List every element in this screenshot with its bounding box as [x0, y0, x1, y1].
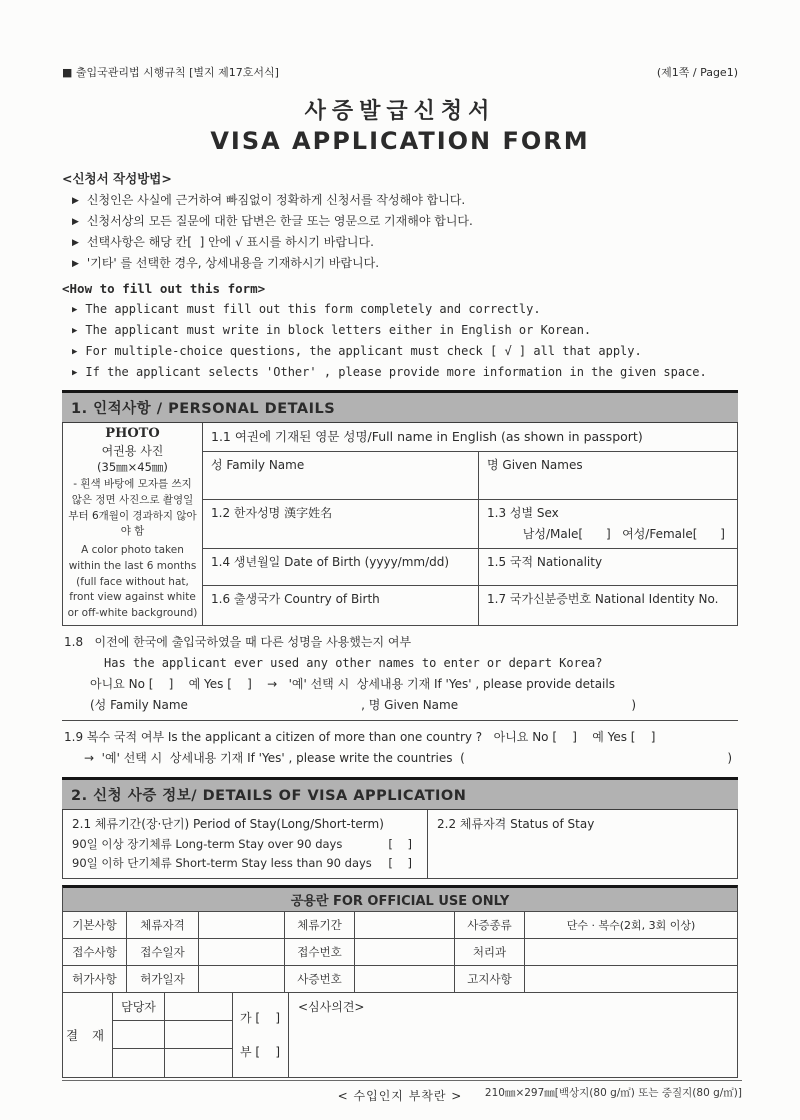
period-of-stay-label: 2.1 체류기간(장·단기) Period of Stay(Long/Short-term) — [72, 816, 384, 831]
field-value[interactable] — [199, 966, 285, 992]
row-label: 기본사항 — [63, 912, 127, 938]
field-label: 접수번호 — [285, 939, 355, 965]
instruction-text: The applicant must fill out this form completely and correctly. — [85, 302, 541, 316]
approver-cell[interactable] — [113, 1049, 165, 1077]
sex-field — [478, 499, 737, 548]
field-label: 체류자격 — [127, 912, 199, 938]
long-term-option — [72, 835, 418, 854]
signature-cell[interactable] — [165, 993, 233, 1021]
instruction-text: The applicant must write in block letters either in English or Korean. — [85, 323, 592, 337]
bullet-icon: ▶ — [72, 305, 78, 315]
photo-label: PHOTO — [105, 426, 160, 441]
short-term-checkbox[interactable]: [ ] — [388, 855, 412, 870]
status-of-stay-field[interactable] — [428, 810, 737, 878]
other-given-name-blank[interactable] — [458, 695, 631, 716]
instruction-item — [62, 341, 738, 362]
reject-checkbox[interactable]: 부 [ ] — [240, 1044, 281, 1059]
short-term-label: 90일 이하 단기체류 Short-term Stay less than 90 days — [72, 855, 372, 870]
review-opinion-label: <심사의견> — [298, 999, 365, 1014]
field-label: 고지사항 — [455, 966, 525, 992]
form-title-english: VISA APPLICATION FORM — [210, 127, 590, 155]
other-family-name-blank[interactable] — [188, 695, 361, 716]
period-of-stay-field — [63, 810, 428, 878]
instruction-item — [62, 320, 738, 341]
instruction-text: 신청인은 사실에 근거하여 빠짐없이 정확하게 신청서를 작성해야 합니다. — [86, 193, 466, 207]
field-value[interactable] — [199, 939, 285, 965]
instruction-text: If the applicant selects 'Other' , please provide more information in the given space. — [85, 365, 707, 379]
given-names-label: 명 Given Names — [487, 457, 583, 472]
photo-label-korean: 여권용 사진 — [101, 444, 164, 458]
approve-checkbox[interactable]: 가 [ ] — [240, 1011, 281, 1026]
approval-block — [63, 993, 737, 1077]
field-value[interactable] — [525, 966, 737, 992]
field-label: 사증번호 — [285, 966, 355, 992]
instruction-item — [62, 211, 738, 232]
official-row-receipt — [63, 939, 737, 966]
field-value[interactable] — [525, 939, 737, 965]
country-of-birth-label: 1.6 출생국가 Country of Birth — [211, 592, 380, 607]
official-use-table — [62, 885, 738, 1078]
other-given-name-label: , 명 Given Name — [361, 697, 459, 712]
family-name-label: 성 Family Name — [211, 457, 305, 472]
sex-options[interactable]: 남성/Male[ ] 여성/Female[ ] — [522, 527, 725, 542]
bullet-icon: ▶ — [72, 259, 79, 269]
instruction-text: '기타' 를 선택한 경우, 상세내용을 기재하시기 바랍니다. — [86, 256, 380, 270]
bullet-icon: ▶ — [72, 368, 78, 378]
photo-note-english: A color photo taken within the last 6 months (full face without hat, front view against white or off-white background) — [67, 544, 198, 619]
family-name-field[interactable] — [203, 452, 478, 500]
instruction-item — [62, 362, 738, 383]
paper-spec-footnote: 210㎜×297㎜[백상지(80 g/㎡) 또는 중질지(80 g/㎡)] — [62, 1080, 742, 1100]
official-row-basic — [63, 912, 737, 939]
instructions-heading-korean: <신청서 작성방법> — [62, 171, 172, 186]
field-value[interactable] — [199, 912, 285, 938]
approval-label: 결 재 — [63, 993, 113, 1077]
field-label: 체류기간 — [285, 912, 355, 938]
instructions-heading-english: <How to fill out this form> — [62, 281, 266, 296]
section-2-header: 2. 신청 사증 정보/ DETAILS OF VISA APPLICATION — [62, 777, 738, 810]
full-name-field-label: 1.1 여권에 기재된 영문 성명/Full name in English (as shown in passport) — [203, 423, 737, 452]
multiple-nationality-question — [62, 721, 738, 777]
status-of-stay-label: 2.2 체류자격 Status of Stay — [437, 816, 595, 831]
official-use-header: 공용란 FOR OFFICIAL USE ONLY — [63, 888, 737, 912]
other-names-input-row[interactable] — [64, 695, 736, 716]
other-names-question — [62, 626, 738, 721]
field-label: 처리과 — [455, 939, 525, 965]
field-value[interactable] — [355, 939, 455, 965]
signature-cell[interactable] — [165, 1049, 233, 1077]
row-label: 접수사항 — [63, 939, 127, 965]
date-of-birth-field[interactable] — [203, 548, 478, 586]
closing-paren: ) — [631, 697, 636, 712]
countries-blank[interactable] — [465, 748, 728, 770]
approve-reject-column — [233, 993, 289, 1077]
national-identity-field[interactable] — [478, 585, 737, 625]
nationality-field[interactable] — [478, 548, 737, 586]
sex-label: 1.3 성별 Sex — [487, 506, 559, 521]
page-indicator: (제1쪽 / Page1) — [656, 66, 738, 79]
photo-box — [63, 423, 203, 625]
approver-cell[interactable] — [113, 1021, 165, 1049]
multiple-nationality-detail-row[interactable] — [64, 748, 736, 770]
hanja-name-field[interactable] — [203, 499, 478, 548]
official-row-permit — [63, 966, 737, 993]
bullet-icon: ▶ — [72, 326, 78, 336]
other-names-question-english: Has the applicant ever used any other names to enter or depart Korea? — [104, 655, 603, 670]
staff-label: 담당자 — [113, 993, 165, 1021]
section-1-header: 1. 인적사항 / PERSONAL DETAILS — [62, 390, 738, 423]
instruction-item — [62, 190, 738, 211]
field-label: 사증종류 — [455, 912, 525, 938]
closing-paren: ) — [727, 751, 732, 766]
document-header — [62, 64, 738, 80]
country-of-birth-field[interactable] — [203, 585, 478, 625]
bullet-icon: ▶ — [72, 238, 79, 248]
instruction-item — [62, 253, 738, 274]
photo-size: (35㎜×45㎜) — [97, 460, 168, 474]
bullet-icon: ▶ — [72, 196, 79, 206]
other-names-question-korean: 1.8 이전에 한국에 출입국하였을 때 다른 성명을 사용했는지 여부 — [64, 634, 412, 649]
other-family-name-label: (성 Family Name — [90, 697, 188, 712]
row-label: 허가사항 — [63, 966, 127, 992]
instruction-text: For multiple-choice questions, the applicant must check [ √ ] all that apply. — [85, 344, 642, 358]
long-term-label: 90일 이상 장기체류 Long-term Stay over 90 days — [72, 836, 343, 851]
multiple-nationality-options[interactable]: 1.9 복수 국적 여부 Is the applicant a citizen of more than one country ? 아니요 No [ ] 예 Yes [ ] — [64, 729, 656, 744]
form-title-korean: 사증발급신청서 — [304, 99, 496, 124]
long-term-checkbox[interactable]: [ ] — [388, 836, 412, 851]
fill-instructions-korean — [62, 169, 738, 274]
fill-instructions-english — [62, 281, 738, 383]
field-value[interactable] — [355, 966, 455, 992]
revenue-stamp-area-label: < 수입인지 부착란 > — [337, 1088, 463, 1103]
nationality-label: 1.5 국적 Nationality — [487, 554, 603, 569]
given-names-field[interactable] — [478, 452, 737, 500]
multiple-nationality-detail-label: → '예' 선택 시 상세내용 기재 If 'Yes' , please write the countries ( — [84, 751, 465, 766]
hanja-name-label: 1.2 한자성명 漢字姓名 — [211, 506, 333, 521]
date-of-birth-label: 1.4 생년월일 Date of Birth (yyyy/mm/dd) — [211, 554, 450, 569]
field-value[interactable]: 단수 · 복수(2회, 3회 이상) — [566, 918, 696, 932]
field-label: 허가일자 — [127, 966, 199, 992]
field-label: 접수일자 — [127, 939, 199, 965]
short-term-option — [72, 854, 418, 873]
national-identity-label: 1.7 국가신분증번호 National Identity No. — [487, 592, 719, 607]
signature-cell[interactable] — [165, 1021, 233, 1049]
field-value[interactable] — [355, 912, 455, 938]
instruction-text: 신청서상의 모든 질문에 대한 답변은 한글 또는 영문으로 기재해야 합니다. — [86, 214, 473, 228]
regulation-reference: ■ 출입국관리법 시행규칙 [별지 제17호서식] — [62, 66, 279, 79]
bullet-icon: ▶ — [72, 217, 79, 227]
visa-details-table — [62, 810, 738, 879]
instruction-text: 선택사항은 해당 칸[ ] 안에 √ 표시를 하시기 바랍니다. — [86, 235, 374, 249]
bullet-icon: ▶ — [72, 347, 78, 357]
review-opinion-cell[interactable] — [289, 993, 737, 1077]
other-names-options[interactable]: 아니요 No [ ] 예 Yes [ ] → '예' 선택 시 상세내용 기재 If 'Yes' , please provide details — [90, 676, 615, 691]
personal-details-table — [62, 423, 738, 626]
instruction-item — [62, 299, 738, 320]
photo-note-korean: - 흰색 바탕에 모자를 쓰지 않은 정면 사진으로 촬영일부터 6개월이 경과하지 않아야 함 — [68, 478, 197, 538]
instruction-item — [62, 232, 738, 253]
